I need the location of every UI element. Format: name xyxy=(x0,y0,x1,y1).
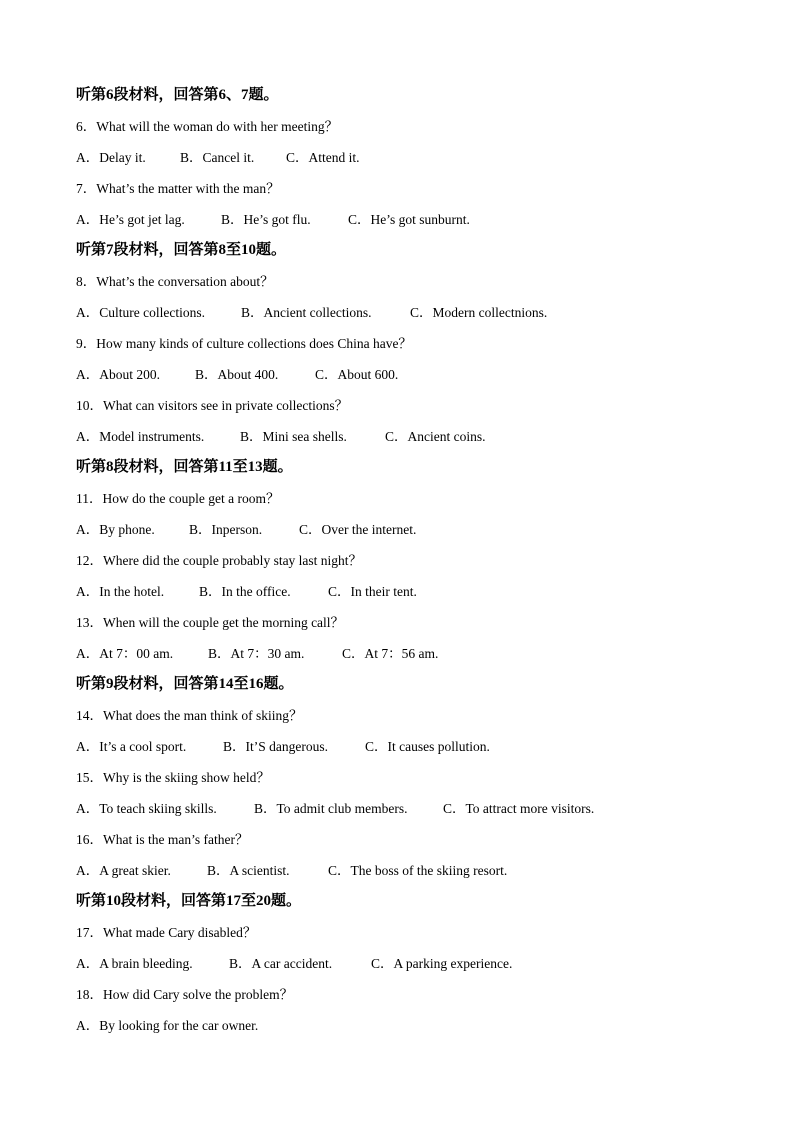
option-b: B．A car accident. xyxy=(229,956,333,971)
option-c: C．He’s got sunburnt. xyxy=(348,212,470,227)
option-b: B．About 400. xyxy=(195,367,279,382)
question-text: 16．What is the man’s father？ xyxy=(76,832,249,847)
option-c: C．At 7：56 am. xyxy=(342,646,439,661)
option-b: B．To admit club members. xyxy=(254,801,408,816)
options-row xyxy=(76,204,736,235)
exam-page xyxy=(76,80,736,1041)
question-text: 14．What does the man think of skiing？ xyxy=(76,708,303,723)
section-heading: 听第6段材料，回答第6、7题。 xyxy=(76,87,279,103)
options-row xyxy=(76,731,736,762)
option-b: B．Inperson. xyxy=(189,522,263,537)
question-text: 8．What’s the conversation about？ xyxy=(76,274,274,289)
option-a: A．About 200. xyxy=(76,367,160,382)
option-b: B．In the office. xyxy=(199,584,291,599)
option-b: B．Mini sea shells. xyxy=(240,429,347,444)
options-row xyxy=(76,421,736,452)
option-b: B．At 7：30 am. xyxy=(208,646,305,661)
options-row xyxy=(76,142,736,173)
option-c: C．In their tent. xyxy=(328,584,417,599)
options-row xyxy=(76,793,736,824)
question-text: 7．What’s the matter with the man？ xyxy=(76,181,280,196)
section-heading: 听第8段材料，回答第11至13题。 xyxy=(76,459,293,475)
option-a: A．In the hotel. xyxy=(76,584,165,599)
options-row xyxy=(76,948,736,979)
option-a: A．To teach skiing skills. xyxy=(76,801,217,816)
option-a: A．A brain bleeding. xyxy=(76,956,193,971)
option-c: C．Modern collectnions. xyxy=(410,305,548,320)
option-c: C．Over the internet. xyxy=(299,522,417,537)
question-text: 13．When will the couple get the morning call？ xyxy=(76,615,345,630)
options-row xyxy=(76,297,736,328)
question-text: 11．How do the couple get a room？ xyxy=(76,491,280,506)
option-c: C．A parking experience. xyxy=(371,956,513,971)
options-row xyxy=(76,855,736,886)
question-text: 9．How many kinds of culture collections does China have？ xyxy=(76,336,412,351)
option-a: A．Model instruments. xyxy=(76,429,205,444)
option-a: A．Culture collections. xyxy=(76,305,205,320)
options-row xyxy=(76,1010,736,1041)
question-text: 6．What will the woman do with her meeting？ xyxy=(76,119,339,134)
options-row xyxy=(76,576,736,607)
section-heading: 听第7段材料，回答第8至10题。 xyxy=(76,242,287,258)
option-a: A．At 7：00 am. xyxy=(76,646,174,661)
option-a: A．By phone. xyxy=(76,522,155,537)
question-text: 18．How did Cary solve the problem？ xyxy=(76,987,294,1002)
question-text: 10．What can visitors see in private collections？ xyxy=(76,398,349,413)
option-a: A．It’s a cool sport. xyxy=(76,739,187,754)
option-a: A．Delay it. xyxy=(76,150,146,165)
option-c: C．It causes pollution. xyxy=(365,739,490,754)
question-text: 17．What made Cary disabled？ xyxy=(76,925,257,940)
option-c: C．The boss of the skiing resort. xyxy=(328,863,508,878)
option-c: C．Attend it. xyxy=(286,150,360,165)
option-b: B．Cancel it. xyxy=(180,150,255,165)
options-row xyxy=(76,514,736,545)
option-b: B．It’S dangerous. xyxy=(223,739,328,754)
option-a: A．By looking for the car owner. xyxy=(76,1018,259,1033)
option-c: C．Ancient coins. xyxy=(385,429,486,444)
option-b: B．A scientist. xyxy=(207,863,290,878)
option-a: A．A great skier. xyxy=(76,863,171,878)
option-c: C．About 600. xyxy=(315,367,399,382)
section-heading: 听第10段材料，回答第17至20题。 xyxy=(76,893,302,909)
question-text: 12．Where did the couple probably stay last night？ xyxy=(76,553,363,568)
option-c: C．To attract more visitors. xyxy=(443,801,595,816)
option-b: B．He’s got flu. xyxy=(221,212,311,227)
options-row xyxy=(76,359,736,390)
question-text: 15．Why is the skiing show held？ xyxy=(76,770,270,785)
options-row xyxy=(76,638,736,669)
option-b: B．Ancient collections. xyxy=(241,305,372,320)
option-a: A．He’s got jet lag. xyxy=(76,212,185,227)
section-heading: 听第9段材料，回答第14至16题。 xyxy=(76,676,294,692)
